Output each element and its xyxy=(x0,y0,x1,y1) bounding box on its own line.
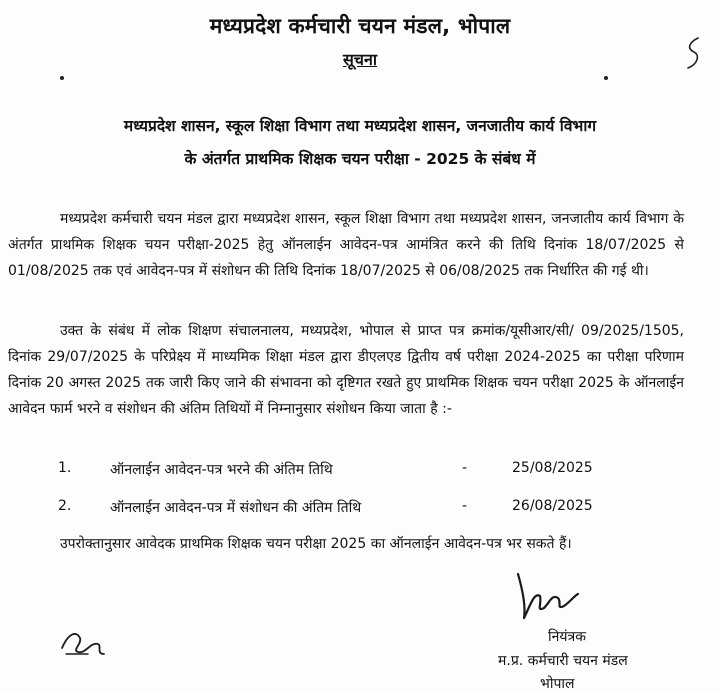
signatory-city: भोपाल xyxy=(540,676,575,692)
stray-mark xyxy=(60,76,64,80)
subject-line-2: के अंतर्गत प्राथमिक शिक्षक चयन परीक्षा - 2025 के संबंध में xyxy=(184,150,536,168)
schedule-label: ऑनलाईन आवेदन-पत्र में संशोधन की अंतिम तिथि xyxy=(110,500,362,516)
body-paragraph-1: मध्यप्रदेश कर्मचारी चयन मंडल द्वारा मध्यप्रदेश शासन, स्कूल शिक्षा विभाग तथा मध्यप्रदेश शासन, जनजातीय कार्य विभाग के अंतर्गत प्राथमिक शिक्षक चयन परीक्षा-2025 हेतु ऑनलाईन आवेदन-पत्र आमंत्रित करने की तिथि दिनांक 18/07/2025 से 01/08/2025 तक एवं आवेदन-पत्र में संशोधन की तिथि दिनांक 18/07/2025 से 06/08/2025 तक निर्धारित की गई थी। xyxy=(8,211,684,279)
pen-mark xyxy=(676,34,716,74)
schedule-dash: - xyxy=(462,498,468,514)
schedule-number: 2. xyxy=(58,498,72,514)
signatory-organization: म.प्र. कर्मचारी चयन मंडल xyxy=(498,653,628,669)
schedule-row xyxy=(0,460,720,484)
body-paragraph-2: उक्त के संबंध में लोक शिक्षण संचालनालय, मध्यप्रदेश, भोपाल से प्राप्त पत्र क्रमांक/यूसीआर/सी/ 09/2025/1505, दिनांक 29/07/2025 के परिप्रेक्ष्य में माध्यमिक शिक्षा मंडल द्वारा डीएलएड द्वितीय वर्ष परीक्षा 2024-2025 का परीक्षा परिणाम दिनांक 20 अगस्त 2025 तक जारी किए जाने की संभावना को दृष्टिगत रखते हुए प्राथमिक शिक्षक चयन परीक्षा 2025 के ऑनलाईन आवेदन फार्म भरने व संशोधन की अंतिम तिथियों में निम्नानुसार संशोधन किया जाता है :- xyxy=(8,323,684,417)
schedule-date: 25/08/2025 xyxy=(512,460,593,476)
schedule-date: 26/08/2025 xyxy=(512,498,593,514)
schedule-label: ऑनलाईन आवेदन-पत्र भरने की अंतिम तिथि xyxy=(110,462,333,478)
closing-statement: उपरोक्तानुसार आवेदक प्राथमिक शिक्षक चयन परीक्षा 2025 का ऑनलाईन आवेदन-पत्र भर सकते हैं। xyxy=(60,536,572,552)
schedule-row xyxy=(0,498,720,522)
schedule-dash: - xyxy=(462,460,468,476)
stray-mark xyxy=(604,76,608,80)
initials-signature xyxy=(58,624,108,660)
org-title: मध्यप्रदेश कर्मचारी चयन मंडल, भोपाल xyxy=(209,14,511,38)
subject-line-1: मध्यप्रदेश शासन, स्कूल शिक्षा विभाग तथा मध्यप्रदेश शासन, जनजातीय कार्य विभाग xyxy=(123,117,597,135)
signatory-designation: नियंत्रक xyxy=(548,629,586,645)
schedule-number: 1. xyxy=(58,460,72,476)
notice-title: सूचना xyxy=(342,50,377,69)
officer-signature xyxy=(512,566,582,626)
